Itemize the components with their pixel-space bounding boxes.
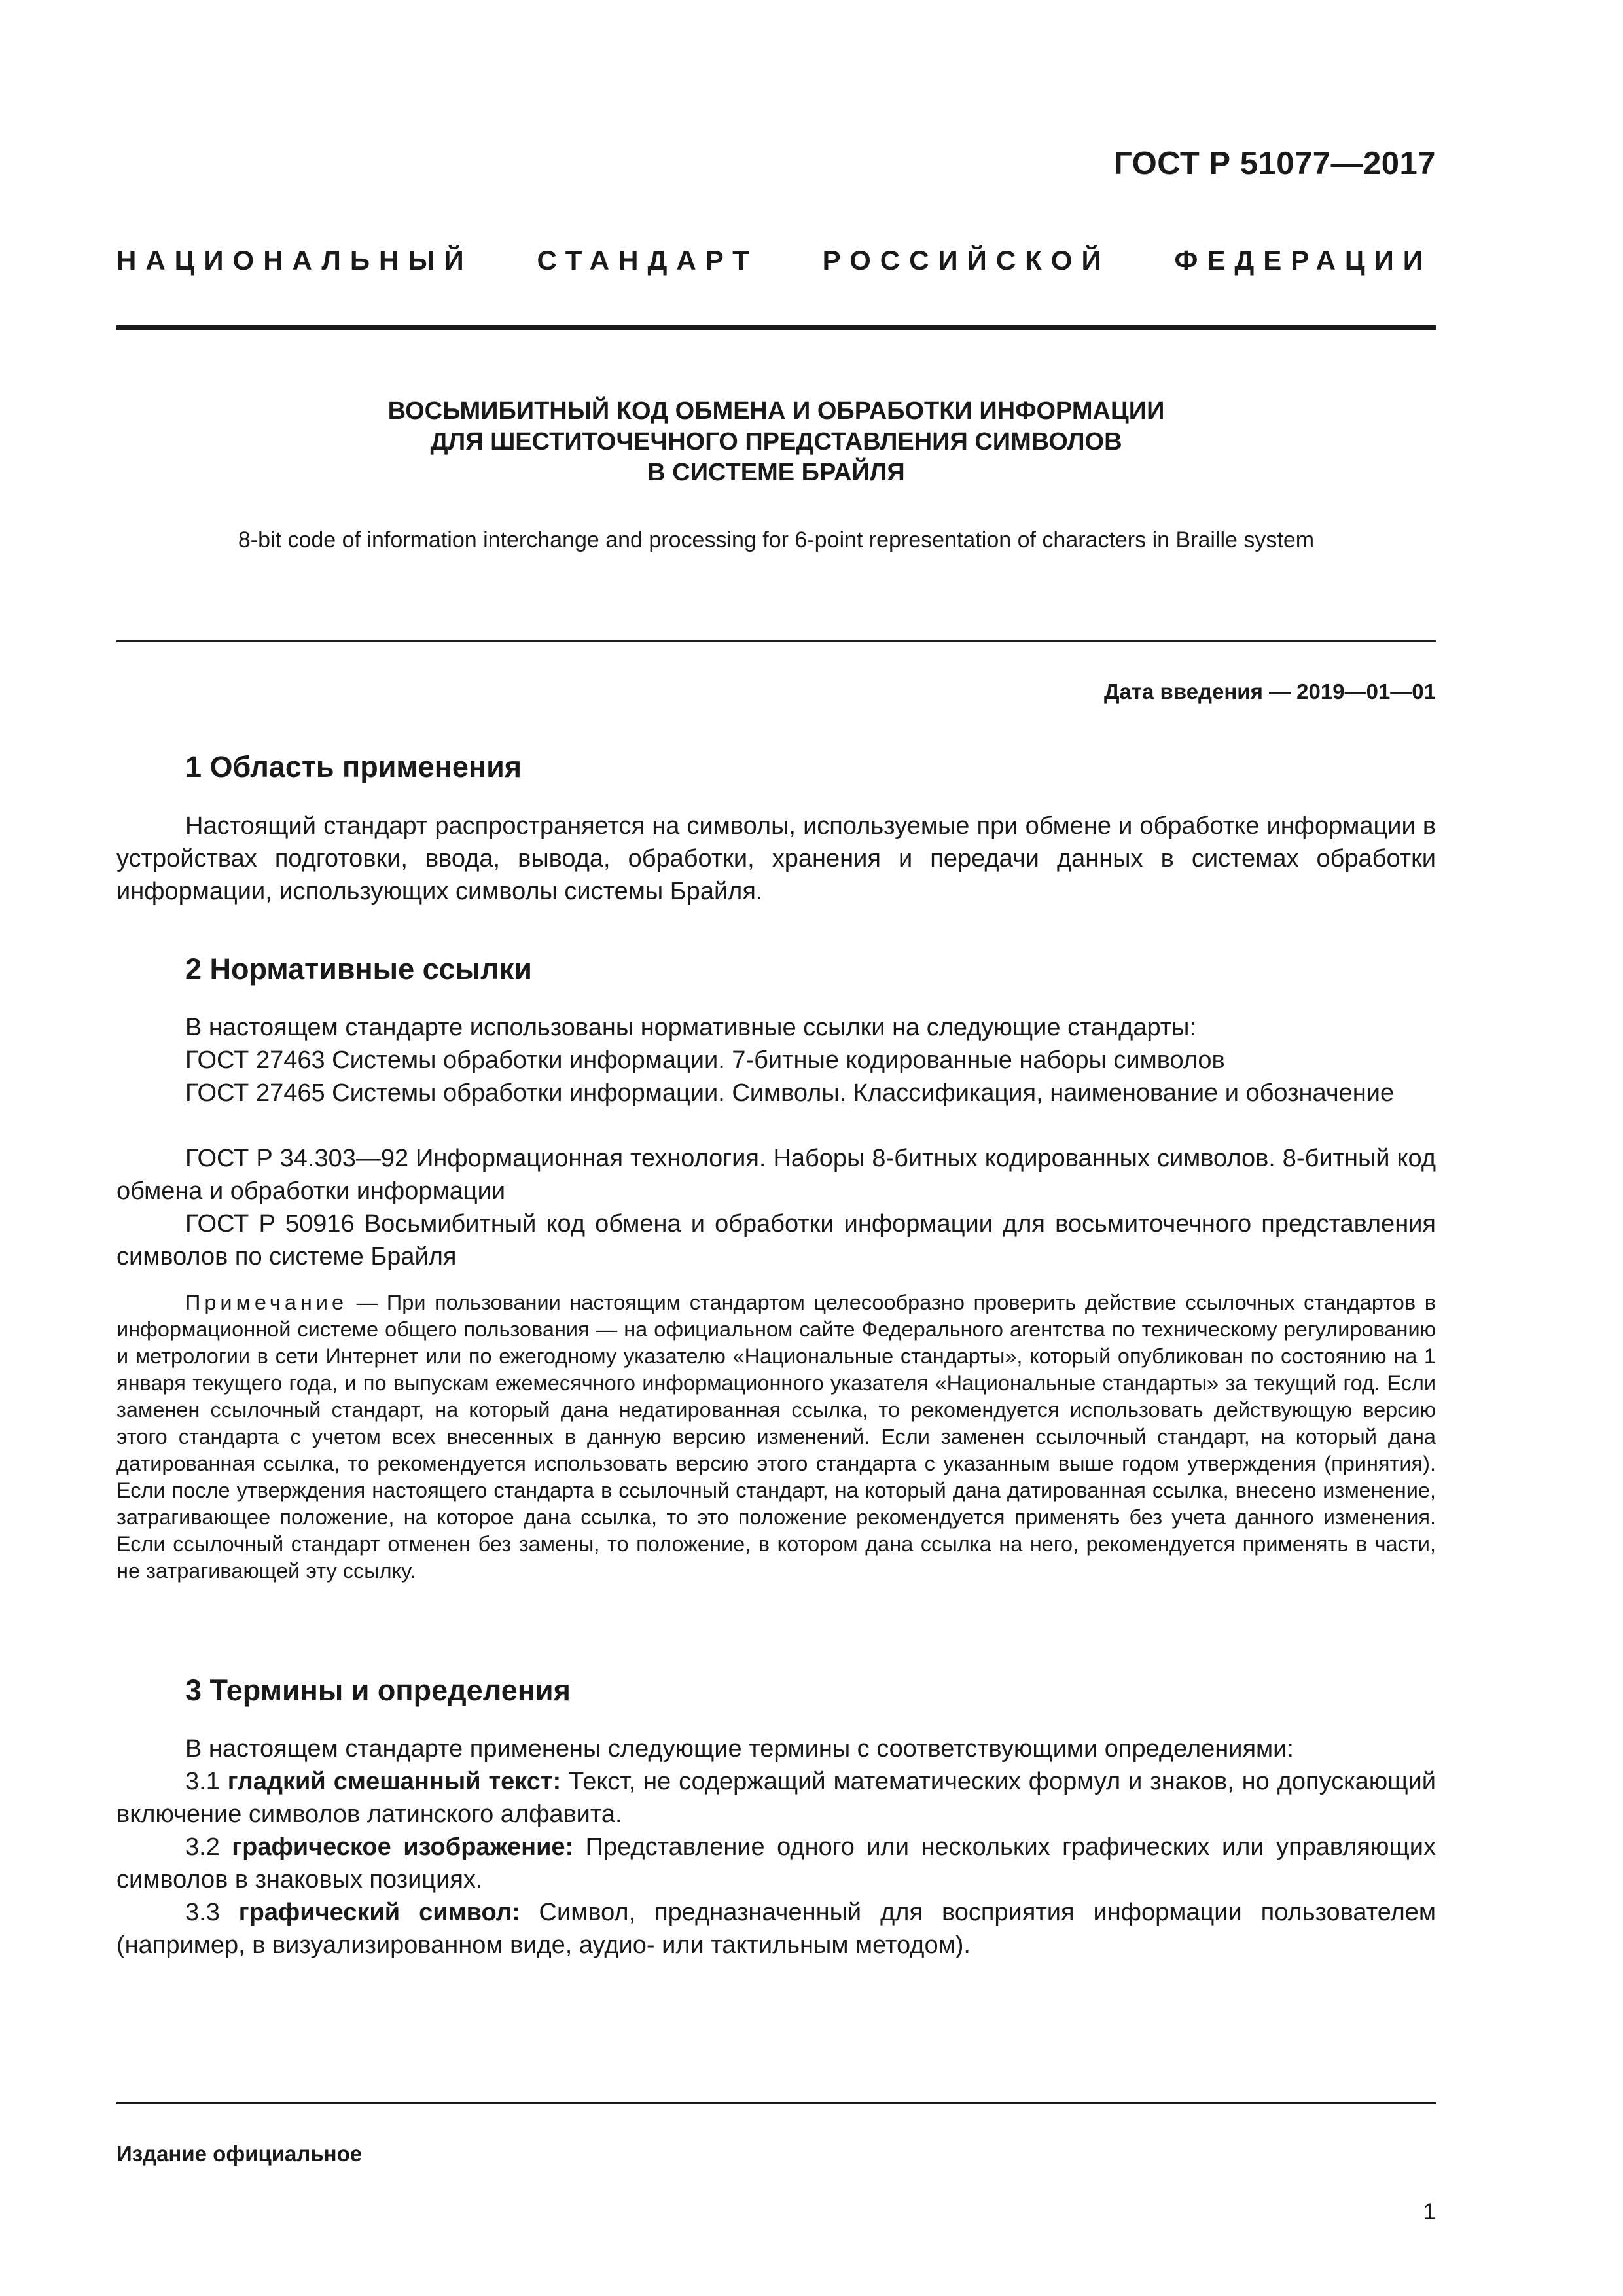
term-3-1-definition: Текст, не содержащий математических формул и знаков, но допускающий включение символов латинского алфавита. [116,1768,1436,1828]
section-1-text: Настоящий стандарт распространяется на символы, используемые при обмене и обработке информации в устройствах подготовки, ввода, вывода, обработки, хранения и передачи данных в системах обработки информации, использующих символы системы Брайля. [116,812,1436,905]
gost-number: ГОСТ Р 51077—2017 [1113,146,1436,181]
note-text: — При пользовании настоящим стандартом целесообразно проверить действие ссылочных стандартов в информационной системе общего пользования — на официальном сайте Федерального агентства по техническому регулированию и метрологии в сети Интернет или по ежегодному указателю «Национальные стандарты», который опубликован по состоянию на 1 января текущего года, и по выпускам ежемесячного информационного указателя «Национальные стандарты» за текущий год. Если заменен ссылочный стандарт, на который дана недатированная ссылка, то рекомендуется использовать действующую версию этого стандарта с учетом всех внесенных в данную версию изменений. Если заменен ссылочный стандарт, на который дана датированная ссылка, то рекомендуется использовать версию этого стандарта с указанным выше годом утверждения (принятия). Если после утверждения настоящего стандарта в ссылочный стандарт, на который дана датированная ссылка, внесено изменение, затрагивающее положение, на которое дана ссылка, то это положение рекомендуется применять без учета данного изменения. Если ссылочный стандарт отменен без замены, то положение, в котором дана ссылка на него, рекомендуется применять в части, не затрагивающей эту ссылку. [116,1291,1436,1583]
section-1-heading: 1 Область применения [185,750,522,783]
page-number: 1 [1423,2199,1436,2225]
section-2-intro: В настоящем стандарте использованы нормативные ссылки на следующие стандарты: [185,1014,1197,1041]
title-line-1: ВОСЬМИБИТНЫЙ КОД ОБМЕНА И ОБРАБОТКИ ИНФОРМАЦИИ [387,397,1165,425]
term-3-2 [116,1831,1436,1896]
section-3-intro: В настоящем стандарте применены следующие термины с соответствующими определениями: [185,1735,1294,1763]
reference-gost-r-50916: ГОСТ Р 50916 Восьмибитный код обмена и обработки информации для восьмиточечного представления символов по системе Брайля [116,1210,1436,1270]
term-3-3-number: 3.3 [185,1899,239,1926]
term-3-2-number: 3.2 [185,1833,232,1861]
reference-gost-r-34-303: ГОСТ Р 34.303—92 Информационная технология. Наборы 8-битных кодированных символов. 8-битный код обмена и обработки информации [116,1145,1436,1205]
term-3-1-name: гладкий смешанный текст: [227,1768,562,1795]
official-edition-label: Издание официальное [116,2142,363,2166]
term-3-2-definition: Представление одного или нескольких графических или управляющих символов в знаковых позициях. [116,1833,1436,1893]
term-3-3 [116,1896,1436,1962]
term-3-3-definition: Символ, предназначенный для восприятия информации пользователем (например, в визуализированном виде, аудио- или тактильным методом). [116,1899,1436,1959]
term-3-1-number: 3.1 [185,1768,228,1795]
footer-divider [116,2102,1436,2104]
term-3-1 [116,1765,1436,1831]
introduction-date: Дата введения — 2019—01—01 [1104,679,1436,704]
reference-gost-27465: ГОСТ 27465 Системы обработки информации. Символы. Классификация, наименование и обозначение [185,1079,1395,1107]
title-line-3: В СИСТЕМЕ БРАЙЛЯ [647,459,905,486]
note-label: Примечание [185,1291,348,1314]
section-2-heading: 2 Нормативные ссылки [185,952,532,986]
section-3-heading: 3 Термины и определения [185,1674,571,1707]
term-3-2-name: графическое изображение: [232,1833,574,1861]
title-line-2: ДЛЯ ШЕСТИТОЧЕЧНОГО ПРЕДСТАВЛЕНИЯ СИМВОЛОВ [430,428,1122,456]
national-standard-title: НАЦИОНАЛЬНЫЙ СТАНДАРТ РОССИЙСКОЙ ФЕДЕРАЦИИ [116,245,1432,276]
english-title: 8-bit code of information interchange and processing for 6-point representation of characters in Braille system [238,528,1315,552]
title-divider [116,640,1436,642]
term-3-3-name: графический символ: [238,1899,520,1926]
reference-gost-27463: ГОСТ 27463 Системы обработки информации. 7-битные кодированные наборы символов [185,1047,1225,1074]
note-paragraph [116,1289,1436,1585]
header-divider [116,325,1436,330]
document-title [116,396,1436,488]
